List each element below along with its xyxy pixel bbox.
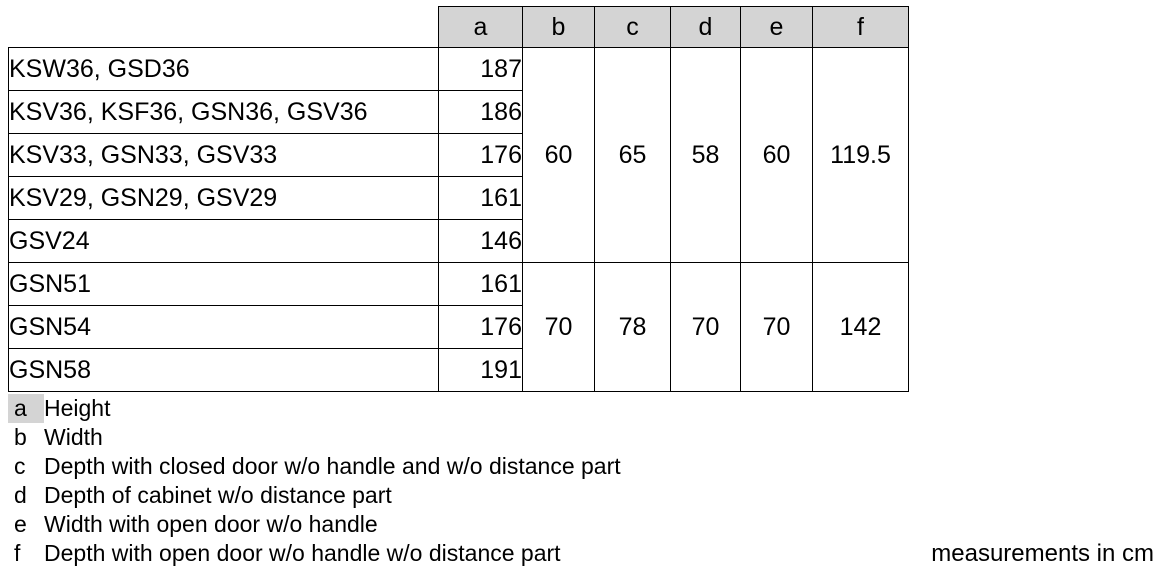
table-header-row <box>9 7 909 48</box>
dimensions-table <box>8 6 909 392</box>
value-d: 70 <box>671 263 741 392</box>
legend-key-f: f <box>14 540 21 566</box>
value-c: 78 <box>595 263 671 392</box>
legend-key-e: e <box>14 511 27 537</box>
model-names: KSV33, GSN33, GSV33 <box>9 134 439 177</box>
legend-item <box>8 452 621 481</box>
legend <box>8 394 621 568</box>
legend-text-b: Width <box>44 424 103 450</box>
value-b: 60 <box>523 48 595 263</box>
legend-key-a: a <box>8 394 44 423</box>
value-a: 146 <box>439 220 523 263</box>
header-cell-d: d <box>671 7 741 48</box>
header-cell-c: c <box>595 7 671 48</box>
legend-text-d: Depth of cabinet w/o distance part <box>44 482 392 508</box>
table-row <box>9 263 909 306</box>
value-d: 58 <box>671 48 741 263</box>
model-names: GSN58 <box>9 349 439 392</box>
model-names: GSV24 <box>9 220 439 263</box>
model-names: KSV36, KSF36, GSN36, GSV36 <box>9 91 439 134</box>
legend-item <box>8 394 621 423</box>
header-cell-b: b <box>523 7 595 48</box>
legend-text-f: Depth with open door w/o handle w/o distance part <box>44 540 561 566</box>
value-a: 186 <box>439 91 523 134</box>
value-a: 161 <box>439 263 523 306</box>
header-cell-model <box>9 7 439 48</box>
value-a: 187 <box>439 48 523 91</box>
model-names: KSW36, GSD36 <box>9 48 439 91</box>
legend-item <box>8 539 621 568</box>
measurement-units-note: measurements in cm <box>931 540 1154 567</box>
value-e: 70 <box>741 263 813 392</box>
legend-item <box>8 510 621 539</box>
header-cell-a: a <box>439 7 523 48</box>
model-names: GSN54 <box>9 306 439 349</box>
value-c: 65 <box>595 48 671 263</box>
model-names: KSV29, GSN29, GSV29 <box>9 177 439 220</box>
legend-key-c: c <box>14 453 26 479</box>
value-e: 60 <box>741 48 813 263</box>
legend-key-b: b <box>14 424 27 450</box>
value-a: 176 <box>439 134 523 177</box>
legend-item <box>8 423 621 452</box>
value-a: 191 <box>439 349 523 392</box>
value-f: 142 <box>813 263 909 392</box>
value-a: 176 <box>439 306 523 349</box>
value-a: 161 <box>439 177 523 220</box>
value-f: 119.5 <box>813 48 909 263</box>
legend-item <box>8 481 621 510</box>
legend-text-e: Width with open door w/o handle <box>44 511 378 537</box>
header-cell-e: e <box>741 7 813 48</box>
header-cell-f: f <box>813 7 909 48</box>
value-b: 70 <box>523 263 595 392</box>
legend-key-d: d <box>14 482 27 508</box>
legend-text-c: Depth with closed door w/o handle and w/o distance part <box>44 453 621 479</box>
model-names: GSN51 <box>9 263 439 306</box>
legend-text-a: Height <box>44 395 111 421</box>
table-row <box>9 48 909 91</box>
